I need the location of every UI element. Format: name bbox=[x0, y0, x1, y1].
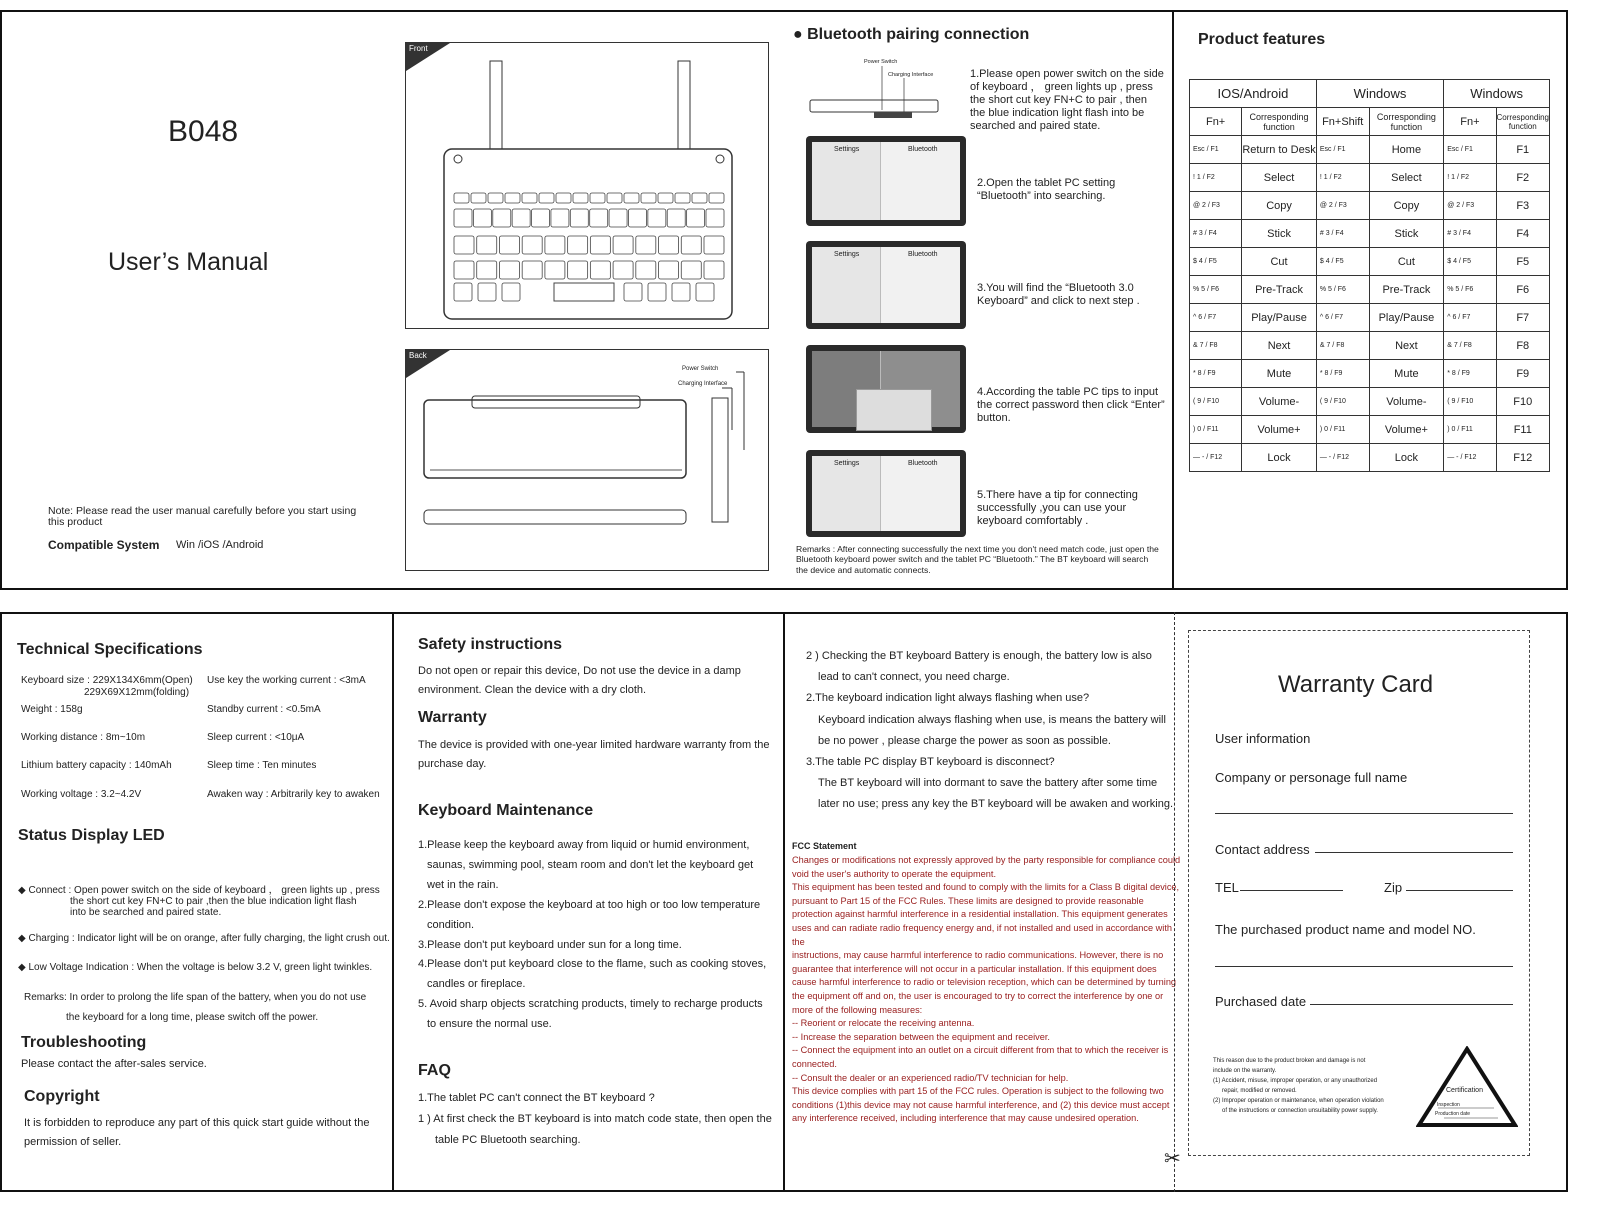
subhead-fn-2: Fn+ bbox=[1444, 108, 1496, 136]
function-cell: Next bbox=[1369, 332, 1444, 360]
front-diagram bbox=[405, 42, 769, 329]
keyboard-key bbox=[512, 209, 530, 227]
led-remarks: Remarks: In order to prolong the life span of the battery, when you do not use bbox=[24, 992, 367, 1003]
production-date-label: Production date bbox=[1435, 1111, 1471, 1117]
key-cell: ( 9 / F10 bbox=[1316, 388, 1369, 416]
copyright-text-1: It is forbidden to reproduce any part of this quick start guide without the bbox=[24, 1117, 370, 1129]
keyboard-key bbox=[568, 261, 588, 279]
spec-battery: Lithium battery capacity : 140mAh bbox=[21, 760, 172, 771]
text-line: repair, modified or removed. bbox=[1222, 1088, 1297, 1094]
function-cell: Select bbox=[1369, 164, 1444, 192]
keyboard-key bbox=[706, 209, 724, 227]
product-label: The purchased product name and model NO. bbox=[1215, 922, 1476, 937]
key-cell: * 8 / F9 bbox=[1190, 360, 1242, 388]
text-line: later no use; press any key the BT keyboard will be awaken and working. bbox=[818, 798, 1174, 811]
keyboard-key bbox=[692, 193, 707, 203]
function-cell: Select bbox=[1242, 164, 1317, 192]
zip-field[interactable] bbox=[1406, 890, 1513, 891]
text-line: 1.Please keep the keyboard away from liquid or humid environment, bbox=[418, 839, 750, 851]
keyboard-key bbox=[522, 236, 542, 254]
led-connect-2: the short cut key FN+C to pair ,then the blue indication light flash bbox=[70, 896, 357, 907]
keyboard-key bbox=[473, 209, 491, 227]
faq-a1-2: table PC Bluetooth searching. bbox=[435, 1134, 581, 1146]
function-cell: F9 bbox=[1496, 360, 1549, 388]
keyboard-key bbox=[573, 193, 588, 203]
spec-size-folding: 229X69X12mm(folding) bbox=[84, 687, 190, 698]
tablet-screenshot-1 bbox=[806, 136, 966, 226]
key-cell: # 3 / F4 bbox=[1444, 220, 1496, 248]
key-cell: @ 2 / F3 bbox=[1316, 192, 1369, 220]
keyboard-key bbox=[659, 261, 679, 279]
feature-row bbox=[1190, 248, 1550, 276]
led-low-voltage: ◆ Low Voltage Indication : When the voltage is below 3.2 V, green light twinkles. bbox=[18, 962, 373, 973]
function-cell: F5 bbox=[1496, 248, 1549, 276]
function-cell: Copy bbox=[1369, 192, 1444, 220]
text-line: wet in the rain. bbox=[427, 878, 499, 891]
keyboard-key bbox=[454, 236, 474, 254]
subhead-fn-shift: Fn+Shift bbox=[1316, 108, 1369, 136]
text-line: include on the warranty. bbox=[1213, 1068, 1277, 1074]
keyboard-side-drawing bbox=[808, 62, 940, 122]
feature-row bbox=[1190, 192, 1550, 220]
subhead-fn: Fn+ bbox=[1190, 108, 1242, 136]
keyboard-key bbox=[545, 261, 565, 279]
key-cell: # 3 / F4 bbox=[1190, 220, 1242, 248]
keyboard-key bbox=[478, 283, 496, 301]
text-line: of the instructions or connection unsuitability power supply. bbox=[1222, 1108, 1378, 1114]
key-cell: ^ 6 / F7 bbox=[1190, 304, 1242, 332]
faq-a1: 1 ) At first check the BT keyboard is into match code state, then open the bbox=[418, 1113, 772, 1125]
key-cell: $ 4 / F5 bbox=[1190, 248, 1242, 276]
cut-line bbox=[1174, 612, 1175, 1192]
keyboard-key bbox=[648, 283, 666, 301]
text-line: This device complies with part 15 of the FCC rules. Operation is subject to the following two bbox=[792, 1086, 1164, 1097]
keyboard-front-drawing bbox=[406, 43, 768, 328]
keyboard-key bbox=[556, 193, 571, 203]
key-cell: # 3 / F4 bbox=[1316, 220, 1369, 248]
text-line: 3.Please don't put keyboard under sun for a long time. bbox=[418, 938, 682, 951]
function-cell: F8 bbox=[1496, 332, 1549, 360]
model-title: B048 bbox=[168, 115, 239, 148]
function-cell: Play/Pause bbox=[1369, 304, 1444, 332]
function-cell: F1 bbox=[1496, 136, 1549, 164]
function-cell: Cut bbox=[1242, 248, 1317, 276]
key-cell: & 7 / F8 bbox=[1190, 332, 1242, 360]
key-cell: $ 4 / F5 bbox=[1316, 248, 1369, 276]
keyboard-key bbox=[471, 193, 486, 203]
keyboard-key bbox=[613, 261, 633, 279]
pairing-step-1: 1.Please open power switch on the side of keyboard ， green lights up , press the short cut key FN+C to pair , then the blue indication light flash into be searched and paired state. bbox=[970, 68, 1164, 132]
spec-weight: Weight : 158g bbox=[21, 704, 83, 715]
key-cell: ! 1 / F2 bbox=[1316, 164, 1369, 192]
text-line: -- Connect the equipment into an outlet on a circuit different from that to which the receiver is bbox=[792, 1045, 1169, 1056]
group-ios: IOS/Android bbox=[1190, 80, 1317, 108]
maint-list bbox=[418, 836, 778, 1035]
pairing-power-switch-label: Power Switch bbox=[864, 59, 898, 65]
cover-note: Note: Please read the user manual carefully before you start using this product bbox=[48, 505, 357, 528]
feature-row bbox=[1190, 276, 1550, 304]
function-cell: Pre-Track bbox=[1242, 276, 1317, 304]
screen-4-bluetooth: Bluetooth bbox=[908, 460, 938, 467]
function-cell: F7 bbox=[1496, 304, 1549, 332]
keyboard-key bbox=[532, 209, 550, 227]
key-cell: Esc / F1 bbox=[1190, 136, 1242, 164]
user-info-label: User information bbox=[1215, 731, 1311, 746]
spec-size: Keyboard size : 229X134X6mm(Open) bbox=[21, 675, 193, 686]
tel-field[interactable] bbox=[1240, 890, 1343, 891]
function-cell: Next bbox=[1242, 332, 1317, 360]
inspection-label: Inspection bbox=[1437, 1102, 1460, 1108]
cert-label: Certification bbox=[1446, 1087, 1483, 1094]
key-cell: * 8 / F9 bbox=[1444, 360, 1496, 388]
function-cell: Copy bbox=[1242, 192, 1317, 220]
bottom-divider-2 bbox=[783, 612, 785, 1192]
tablet-screenshot-4 bbox=[806, 450, 966, 537]
keyboard-key bbox=[681, 261, 701, 279]
text-line: -- Reorient or relocate the receiving antenna. bbox=[792, 1018, 975, 1029]
keyboard-key bbox=[454, 193, 469, 203]
function-cell: Volume+ bbox=[1369, 416, 1444, 444]
key-cell: ^ 6 / F7 bbox=[1444, 304, 1496, 332]
function-cell: Volume- bbox=[1242, 388, 1317, 416]
function-cell: F6 bbox=[1496, 276, 1549, 304]
text-line: instructions, may cause harmful interference to radio communications. However, there is no bbox=[792, 950, 1164, 961]
group-windows-1: Windows bbox=[1316, 80, 1443, 108]
feature-row bbox=[1190, 304, 1550, 332]
date-field[interactable] bbox=[1310, 1004, 1513, 1005]
keyboard-key bbox=[539, 193, 554, 203]
tel-label: TEL bbox=[1215, 880, 1239, 895]
text-line: pursuant to Part 15 of the FCC Rules. These limits are designed to provide reasonable bbox=[792, 895, 1144, 906]
faq-q1: 1.The tablet PC can't connect the BT keyboard ? bbox=[418, 1092, 655, 1104]
zip-label: Zip bbox=[1384, 880, 1403, 895]
keyboard-key bbox=[454, 283, 472, 301]
warranty-text-2: purchase day. bbox=[418, 758, 487, 770]
maint-heading: Keyboard Maintenance bbox=[418, 802, 594, 819]
compat-label: Compatible System bbox=[48, 538, 160, 552]
function-cell: Cut bbox=[1369, 248, 1444, 276]
keyboard-key bbox=[636, 236, 656, 254]
text-line: 4.Please don't put keyboard close to the flame, such as cooking stoves, bbox=[418, 958, 767, 971]
keyboard-key bbox=[590, 236, 610, 254]
text-line: 2.Please don't expose the keyboard at too high or too low temperature bbox=[418, 898, 761, 911]
keyboard-key bbox=[522, 193, 537, 203]
safety-text-1: Do not open or repair this device, Do not use the device in a damp bbox=[418, 665, 741, 677]
keyboard-key bbox=[628, 209, 646, 227]
keyboard-key bbox=[454, 209, 472, 227]
keyboard-key bbox=[659, 236, 679, 254]
text-line: -- Consult the dealer or an experienced radio/TV technician for help. bbox=[792, 1072, 1069, 1083]
pairing-step-4: 4.According the table PC tips to input the correct password then click “Enter” button. bbox=[977, 386, 1165, 424]
subhead-func-2: Corresponding function bbox=[1369, 108, 1444, 136]
keyboard-key bbox=[502, 283, 520, 301]
spec-sleep-current: Sleep current : <10μA bbox=[207, 732, 305, 743]
tablet-screenshot-3 bbox=[806, 345, 966, 433]
keyboard-key bbox=[551, 209, 569, 227]
screen-1-settings: Settings bbox=[834, 146, 860, 153]
function-cell: Return to Desk bbox=[1242, 136, 1317, 164]
key-cell: % 5 / F6 bbox=[1190, 276, 1242, 304]
text-line: uses and can radiate radio frequency energy and, if not installed and used in accordance with bbox=[792, 922, 1172, 933]
key-cell: ) 0 / F11 bbox=[1316, 416, 1369, 444]
function-cell: Mute bbox=[1369, 360, 1444, 388]
key-cell: Esc / F1 bbox=[1316, 136, 1369, 164]
keyboard-key bbox=[675, 193, 690, 203]
keyboard-key bbox=[672, 283, 690, 301]
function-cell: F10 bbox=[1496, 388, 1549, 416]
top-divider bbox=[1172, 10, 1174, 590]
safety-text-2: environment. Clean the device with a dry cloth. bbox=[418, 684, 647, 696]
key-cell: Esc / F1 bbox=[1444, 136, 1496, 164]
pairing-charging-label: Charging Interface bbox=[888, 72, 934, 78]
feature-row bbox=[1190, 416, 1550, 444]
keyboard-key bbox=[624, 283, 642, 301]
text-line: This equipment has been tested and found to comply with the limits for a Class B digital device, bbox=[792, 882, 1180, 893]
pairing-dialog bbox=[856, 389, 932, 431]
faq-heading: FAQ bbox=[418, 1062, 451, 1079]
text-line: (1) Accident, misuse, improper operation, or any unauthorized bbox=[1213, 1078, 1378, 1084]
back-charging-label: Charging Interface bbox=[678, 381, 728, 387]
text-line: the equipment off and on, the user is encouraged to try to correct the interference by one or bbox=[792, 990, 1164, 1001]
copyright-text-2: permission of seller. bbox=[24, 1136, 122, 1148]
function-cell: Pre-Track bbox=[1369, 276, 1444, 304]
front-label: Front bbox=[409, 44, 428, 53]
keyboard-key bbox=[704, 236, 724, 254]
text-line: Keyboard indication always flashing when use, is means the battery will bbox=[818, 713, 1166, 726]
keyboard-key bbox=[570, 209, 588, 227]
function-cell: Volume+ bbox=[1242, 416, 1317, 444]
function-cell: Volume- bbox=[1369, 388, 1444, 416]
function-cell: Lock bbox=[1242, 444, 1317, 472]
text-line: 2.The keyboard indication light always flashing when use? bbox=[806, 692, 1090, 705]
keyboard-key bbox=[545, 236, 565, 254]
screen-2-settings: Settings bbox=[834, 251, 860, 258]
key-cell: ) 0 / F11 bbox=[1190, 416, 1242, 444]
back-power-switch-label: Power Switch bbox=[682, 366, 719, 372]
features-heading: Product features bbox=[1198, 31, 1326, 48]
keyboard-key bbox=[641, 193, 656, 203]
feature-row bbox=[1190, 388, 1550, 416]
function-cell: Play/Pause bbox=[1242, 304, 1317, 332]
pairing-step-5: 5.There have a tip for connecting successfully ,you can use your keyboard comfortably . bbox=[977, 489, 1138, 527]
warranty-card-title: Warranty Card bbox=[1278, 671, 1434, 698]
keyboard-key bbox=[493, 209, 511, 227]
copyright-heading: Copyright bbox=[24, 1088, 100, 1105]
function-cell: Stick bbox=[1242, 220, 1317, 248]
keyboard-key bbox=[709, 193, 724, 203]
pairing-heading-text: Bluetooth pairing connection bbox=[807, 26, 1030, 43]
key-cell: % 5 / F6 bbox=[1444, 276, 1496, 304]
text-line: guarantee that interference will not occur in a particular installation. If this equipment does bbox=[792, 963, 1157, 974]
text-line: be no power , please charge the power as soon as possible. bbox=[818, 734, 1111, 747]
key-cell: ( 9 / F10 bbox=[1444, 388, 1496, 416]
screen-4-settings: Settings bbox=[834, 460, 860, 467]
key-cell: ^ 6 / F7 bbox=[1316, 304, 1369, 332]
text-line: 2 ) Checking the BT keyboard Battery is enough, the battery low is also bbox=[806, 650, 1152, 662]
text-line: -- Increase the separation between the equipment and receiver. bbox=[792, 1031, 1050, 1042]
led-heading: Status Display LED bbox=[18, 827, 165, 844]
bottom-divider-1 bbox=[392, 612, 394, 1192]
keyboard-key bbox=[624, 193, 639, 203]
screen-2-bluetooth: Bluetooth bbox=[908, 251, 938, 258]
keyboard-key bbox=[681, 236, 701, 254]
feature-row bbox=[1190, 360, 1550, 388]
manual-title: User’s Manual bbox=[108, 248, 269, 276]
text-line: saunas, swimming pool, steam room and don't let the keyboard get bbox=[427, 858, 754, 871]
key-cell: & 7 / F8 bbox=[1444, 332, 1496, 360]
function-cell: Stick bbox=[1369, 220, 1444, 248]
subhead-func-1: Corresponding function bbox=[1242, 108, 1317, 136]
key-cell: & 7 / F8 bbox=[1316, 332, 1369, 360]
function-cell: F11 bbox=[1496, 416, 1549, 444]
keyboard-key bbox=[609, 209, 627, 227]
function-cell: F2 bbox=[1496, 164, 1549, 192]
compat-value: Win /iOS /Android bbox=[176, 539, 264, 551]
keyboard-key bbox=[499, 236, 519, 254]
back-label: Back bbox=[409, 351, 427, 360]
contact-label: Contact address bbox=[1215, 842, 1310, 857]
subhead-func-3: Corresponding function bbox=[1496, 108, 1549, 136]
features-table bbox=[1189, 79, 1550, 472]
contact-field[interactable] bbox=[1315, 852, 1513, 853]
company-field[interactable] bbox=[1215, 813, 1513, 814]
warranty-heading: Warranty bbox=[418, 709, 487, 726]
feature-row bbox=[1190, 220, 1550, 248]
keyboard-key bbox=[607, 193, 622, 203]
keyboard-key bbox=[590, 193, 605, 203]
key-cell: @ 2 / F3 bbox=[1190, 192, 1242, 220]
keyboard-key bbox=[499, 261, 519, 279]
key-cell: $ 4 / F5 bbox=[1444, 248, 1496, 276]
keyboard-key bbox=[658, 193, 673, 203]
feature-row bbox=[1190, 444, 1550, 472]
text-line: protection against harmful interference in a residential installation. This equipment generates bbox=[792, 909, 1168, 920]
led-connect-3: into be searched and paired state. bbox=[70, 907, 222, 918]
text-line: to ensure the normal use. bbox=[427, 1018, 552, 1031]
text-line: conditions (1)this device may not cause harmful interference, and (2) this device must accept bbox=[792, 1099, 1170, 1110]
keyboard-key bbox=[454, 261, 474, 279]
fcc-list bbox=[792, 854, 1181, 1126]
spec-voltage: Working voltage : 3.2~4.2V bbox=[21, 789, 142, 800]
key-cell: — - / F12 bbox=[1316, 444, 1369, 472]
spec-distance: Working distance : 8m~10m bbox=[21, 732, 146, 743]
keyboard-key bbox=[568, 236, 588, 254]
function-cell: Mute bbox=[1242, 360, 1317, 388]
keyboard-key bbox=[613, 236, 633, 254]
key-cell: @ 2 / F3 bbox=[1444, 192, 1496, 220]
function-cell: Home bbox=[1369, 136, 1444, 164]
text-line: (2) Improper operation or maintenance, when operation violation bbox=[1213, 1098, 1384, 1104]
led-connect: ◆ Connect : Open power switch on the side of keyboard ， green lights up , press bbox=[18, 885, 380, 896]
key-cell: ( 9 / F10 bbox=[1190, 388, 1242, 416]
keyboard-key bbox=[696, 283, 714, 301]
text-line: void the user's authority to operate the equipment. bbox=[792, 868, 997, 879]
key-cell: ! 1 / F2 bbox=[1190, 164, 1242, 192]
keyboard-key bbox=[648, 209, 666, 227]
text-line: any interference received, including interference that may cause undesired operation. bbox=[792, 1113, 1139, 1124]
text-line: 5. Avoid sharp objects scratching products, timely to recharge products bbox=[418, 998, 763, 1011]
spec-standby: Standby current : <0.5mA bbox=[207, 704, 321, 715]
warranty-text-1: The device is provided with one-year limited hardware warranty from the bbox=[418, 739, 770, 751]
company-label: Company or personage full name bbox=[1215, 770, 1408, 785]
keyboard-key bbox=[687, 209, 705, 227]
key-cell: ) 0 / F11 bbox=[1444, 416, 1496, 444]
keyboard-key bbox=[477, 236, 497, 254]
keyboard-key bbox=[704, 261, 724, 279]
spec-sleep-time: Sleep time : Ten minutes bbox=[207, 760, 317, 771]
scissors-icon: ✂ bbox=[1164, 1148, 1181, 1170]
led-charging: ◆ Charging : Indicator light will be on orange, after fully charging, the light crush out. bbox=[18, 933, 390, 944]
key-cell: — - / F12 bbox=[1444, 444, 1496, 472]
keyboard-key bbox=[477, 261, 497, 279]
keyboard-key bbox=[590, 209, 608, 227]
text-line: lead to can't connect, you need charge. bbox=[818, 671, 1010, 684]
text-line: candles or fireplace. bbox=[427, 978, 526, 991]
feature-row bbox=[1190, 164, 1550, 192]
keyboard-key bbox=[505, 193, 520, 203]
spec-working-current: Use key the working current : <3mA bbox=[207, 675, 366, 686]
keyboard-key bbox=[636, 261, 656, 279]
text-line: connected. bbox=[792, 1058, 837, 1069]
faq2-list bbox=[806, 646, 1174, 816]
warranty-fine-print bbox=[1213, 1056, 1413, 1116]
tablet-screenshot-2 bbox=[806, 241, 966, 329]
pairing-step-3: 3.You will find the “Bluetooth 3.0 Keyboard” and click to next step . bbox=[977, 282, 1140, 307]
pairing-step-2: 2.Open the tablet PC setting “Bluetooth” into searching. bbox=[977, 177, 1116, 202]
key-cell: — - / F12 bbox=[1190, 444, 1242, 472]
keyboard-key bbox=[590, 261, 610, 279]
key-cell: * 8 / F9 bbox=[1316, 360, 1369, 388]
key-cell: ! 1 / F2 bbox=[1444, 164, 1496, 192]
text-line: cause harmful interference to radio or television reception, which can be determined by turning bbox=[792, 977, 1177, 988]
function-cell: F12 bbox=[1496, 444, 1549, 472]
feature-row bbox=[1190, 332, 1550, 360]
keyboard-key bbox=[522, 261, 542, 279]
fcc-heading: FCC Statement bbox=[792, 841, 857, 851]
function-cell: F3 bbox=[1496, 192, 1549, 220]
pairing-remarks: Remarks : After connecting successfully the next time you don't need match code, just open the Bluetooth keyboard power switch and the tablet PC “Bluetooth.” The BT keyboard will search the device and automatic connects. bbox=[796, 544, 1159, 575]
feature-row bbox=[1190, 136, 1550, 164]
keyboard-key bbox=[667, 209, 685, 227]
text-line: more of the following measures: bbox=[792, 1004, 923, 1015]
keyboard-key bbox=[488, 193, 503, 203]
specs-heading: Technical Specifications bbox=[17, 641, 203, 658]
trouble-heading: Troubleshooting bbox=[21, 1034, 147, 1051]
text-line: This reason due to the product broken and damage is not bbox=[1213, 1058, 1366, 1064]
pairing-heading: ● Bluetooth pairing connection bbox=[793, 26, 1030, 43]
trouble-text: Please contact the after-sales service. bbox=[21, 1058, 207, 1070]
spec-awaken: Awaken way : Arbitrarily key to awaken bbox=[207, 789, 380, 800]
product-field[interactable] bbox=[1215, 966, 1513, 967]
text-line: condition. bbox=[427, 918, 475, 931]
function-cell: F4 bbox=[1496, 220, 1549, 248]
text-line: 3.The table PC display BT keyboard is disconnect? bbox=[806, 756, 1055, 769]
screen-1-bluetooth: Bluetooth bbox=[908, 146, 938, 153]
text-line: the bbox=[792, 936, 805, 947]
function-cell: Lock bbox=[1369, 444, 1444, 472]
led-remarks-2: the keyboard for a long time, please switch off the power. bbox=[66, 1012, 319, 1023]
key-cell: % 5 / F6 bbox=[1316, 276, 1369, 304]
group-windows-2: Windows bbox=[1444, 80, 1550, 108]
safety-heading: Safety instructions bbox=[418, 636, 563, 653]
text-line: The BT keyboard will into dormant to save the battery after some time bbox=[818, 777, 1158, 790]
date-label: Purchased date bbox=[1215, 994, 1307, 1009]
text-line: Changes or modifications not expressly approved by the party responsible for compliance could bbox=[792, 855, 1181, 865]
